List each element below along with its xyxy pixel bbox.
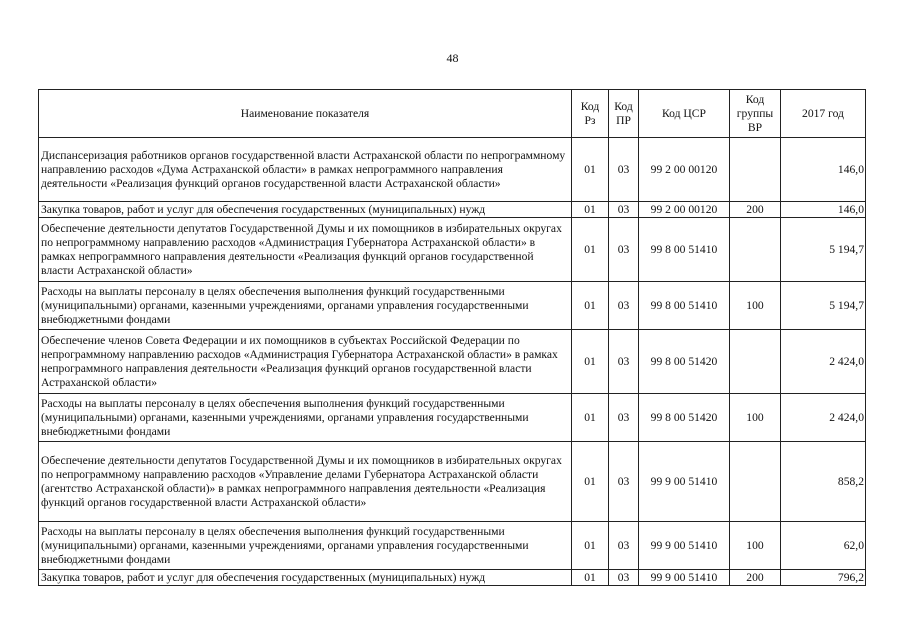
row-pr: 03 (609, 394, 639, 442)
table-row (39, 202, 866, 218)
row-amount: 2 424,0 (781, 330, 866, 394)
row-pr: 03 (609, 202, 639, 218)
row-rz: 01 (572, 282, 609, 330)
row-csr: 99 8 00 51420 (639, 394, 730, 442)
row-rz: 01 (572, 218, 609, 282)
row-name: Диспансеризация работников органов государственной власти Астраханской области по непрограммному направлению расходов «Дума Астраханской области» в рамках непрограммного направления деятельности «Реализация функций органов государственной власти Астраханской области» (39, 138, 572, 202)
header-year: 2017 год (781, 90, 866, 138)
row-csr: 99 2 00 00120 (639, 202, 730, 218)
row-amount: 62,0 (781, 522, 866, 570)
row-name: Закупка товаров, работ и услуг для обеспечения государственных (муниципальных) нужд (39, 202, 572, 218)
row-amount: 796,2 (781, 570, 866, 586)
row-rz: 01 (572, 202, 609, 218)
header-name: Наименование показателя (39, 90, 572, 138)
row-rz: 01 (572, 394, 609, 442)
row-pr: 03 (609, 218, 639, 282)
row-csr: 99 9 00 51410 (639, 442, 730, 522)
page-number: 48 (446, 51, 459, 65)
row-csr: 99 9 00 51410 (639, 522, 730, 570)
row-amount: 5 194,7 (781, 218, 866, 282)
row-vr (730, 330, 781, 394)
table-row (39, 442, 866, 522)
row-name: Обеспечение членов Совета Федерации и их помощников в субъектах Российской Федерации по непрограммному направлению расходов «Администрация Губернатора Астраханской области» в рамках непрограммного направления деятельности «Реализация функций органов государственной власти Астраханской области» (39, 330, 572, 394)
row-rz: 01 (572, 330, 609, 394)
row-vr (730, 138, 781, 202)
header-csr: Код ЦСР (639, 90, 730, 138)
row-name: Обеспечение деятельности депутатов Государственной Думы и их помощников в избирательных округах по непрограммному направлению расходов «Управление делами Губернатора Астраханской области (агентство Астраханской области)» в рамках непрограммного направления деятельности «Реализация функций органов государственной власти Астраханской области» (39, 442, 572, 522)
row-pr: 03 (609, 138, 639, 202)
header-pr: Код ПР (609, 90, 639, 138)
row-amount: 146,0 (781, 202, 866, 218)
table-row (39, 282, 866, 330)
row-vr (730, 218, 781, 282)
row-amount: 2 424,0 (781, 394, 866, 442)
table-row (39, 394, 866, 442)
table-row (39, 138, 866, 202)
table-row (39, 570, 866, 586)
row-amount: 858,2 (781, 442, 866, 522)
row-rz: 01 (572, 570, 609, 586)
row-pr: 03 (609, 442, 639, 522)
table-row (39, 218, 866, 282)
row-vr: 100 (730, 394, 781, 442)
table-row (39, 330, 866, 394)
row-csr: 99 8 00 51420 (639, 330, 730, 394)
row-name: Расходы на выплаты персоналу в целях обеспечения выполнения функций государственными (муниципальными) органами, казенными учреждениями, органами управления государственными внебюджетными фондами (39, 522, 572, 570)
row-csr: 99 8 00 51410 (639, 218, 730, 282)
row-csr: 99 8 00 51410 (639, 282, 730, 330)
budget-table (38, 89, 866, 586)
row-rz: 01 (572, 522, 609, 570)
row-name: Расходы на выплаты персоналу в целях обеспечения выполнения функций государственными (муниципальными) органами, казенными учреждениями, органами управления государственными внебюджетными фондами (39, 282, 572, 330)
header-rz: Код Рз (572, 90, 609, 138)
row-amount: 146,0 (781, 138, 866, 202)
table-header-row (39, 90, 866, 138)
row-name: Закупка товаров, работ и услуг для обеспечения государственных (муниципальных) нужд (39, 570, 572, 586)
table-row (39, 522, 866, 570)
row-pr: 03 (609, 570, 639, 586)
row-vr (730, 442, 781, 522)
row-vr: 100 (730, 522, 781, 570)
row-rz: 01 (572, 442, 609, 522)
row-pr: 03 (609, 282, 639, 330)
row-pr: 03 (609, 330, 639, 394)
row-pr: 03 (609, 522, 639, 570)
row-csr: 99 9 00 51410 (639, 570, 730, 586)
row-csr: 99 2 00 00120 (639, 138, 730, 202)
row-vr: 200 (730, 570, 781, 586)
row-name: Расходы на выплаты персоналу в целях обеспечения выполнения функций государственными (муниципальными) органами, казенными учреждениями, органами управления государственными внебюджетными фондами (39, 394, 572, 442)
row-rz: 01 (572, 138, 609, 202)
row-vr: 100 (730, 282, 781, 330)
row-vr: 200 (730, 202, 781, 218)
row-amount: 5 194,7 (781, 282, 866, 330)
header-vr: Код группы ВР (730, 90, 781, 138)
row-name: Обеспечение деятельности депутатов Государственной Думы и их помощников в избирательных округах по непрограммному направлению расходов «Администрация Губернатора Астраханской области» в рамках непрограммного направления деятельности «Реализация функций органов государственной власти Астраханской области» (39, 218, 572, 282)
